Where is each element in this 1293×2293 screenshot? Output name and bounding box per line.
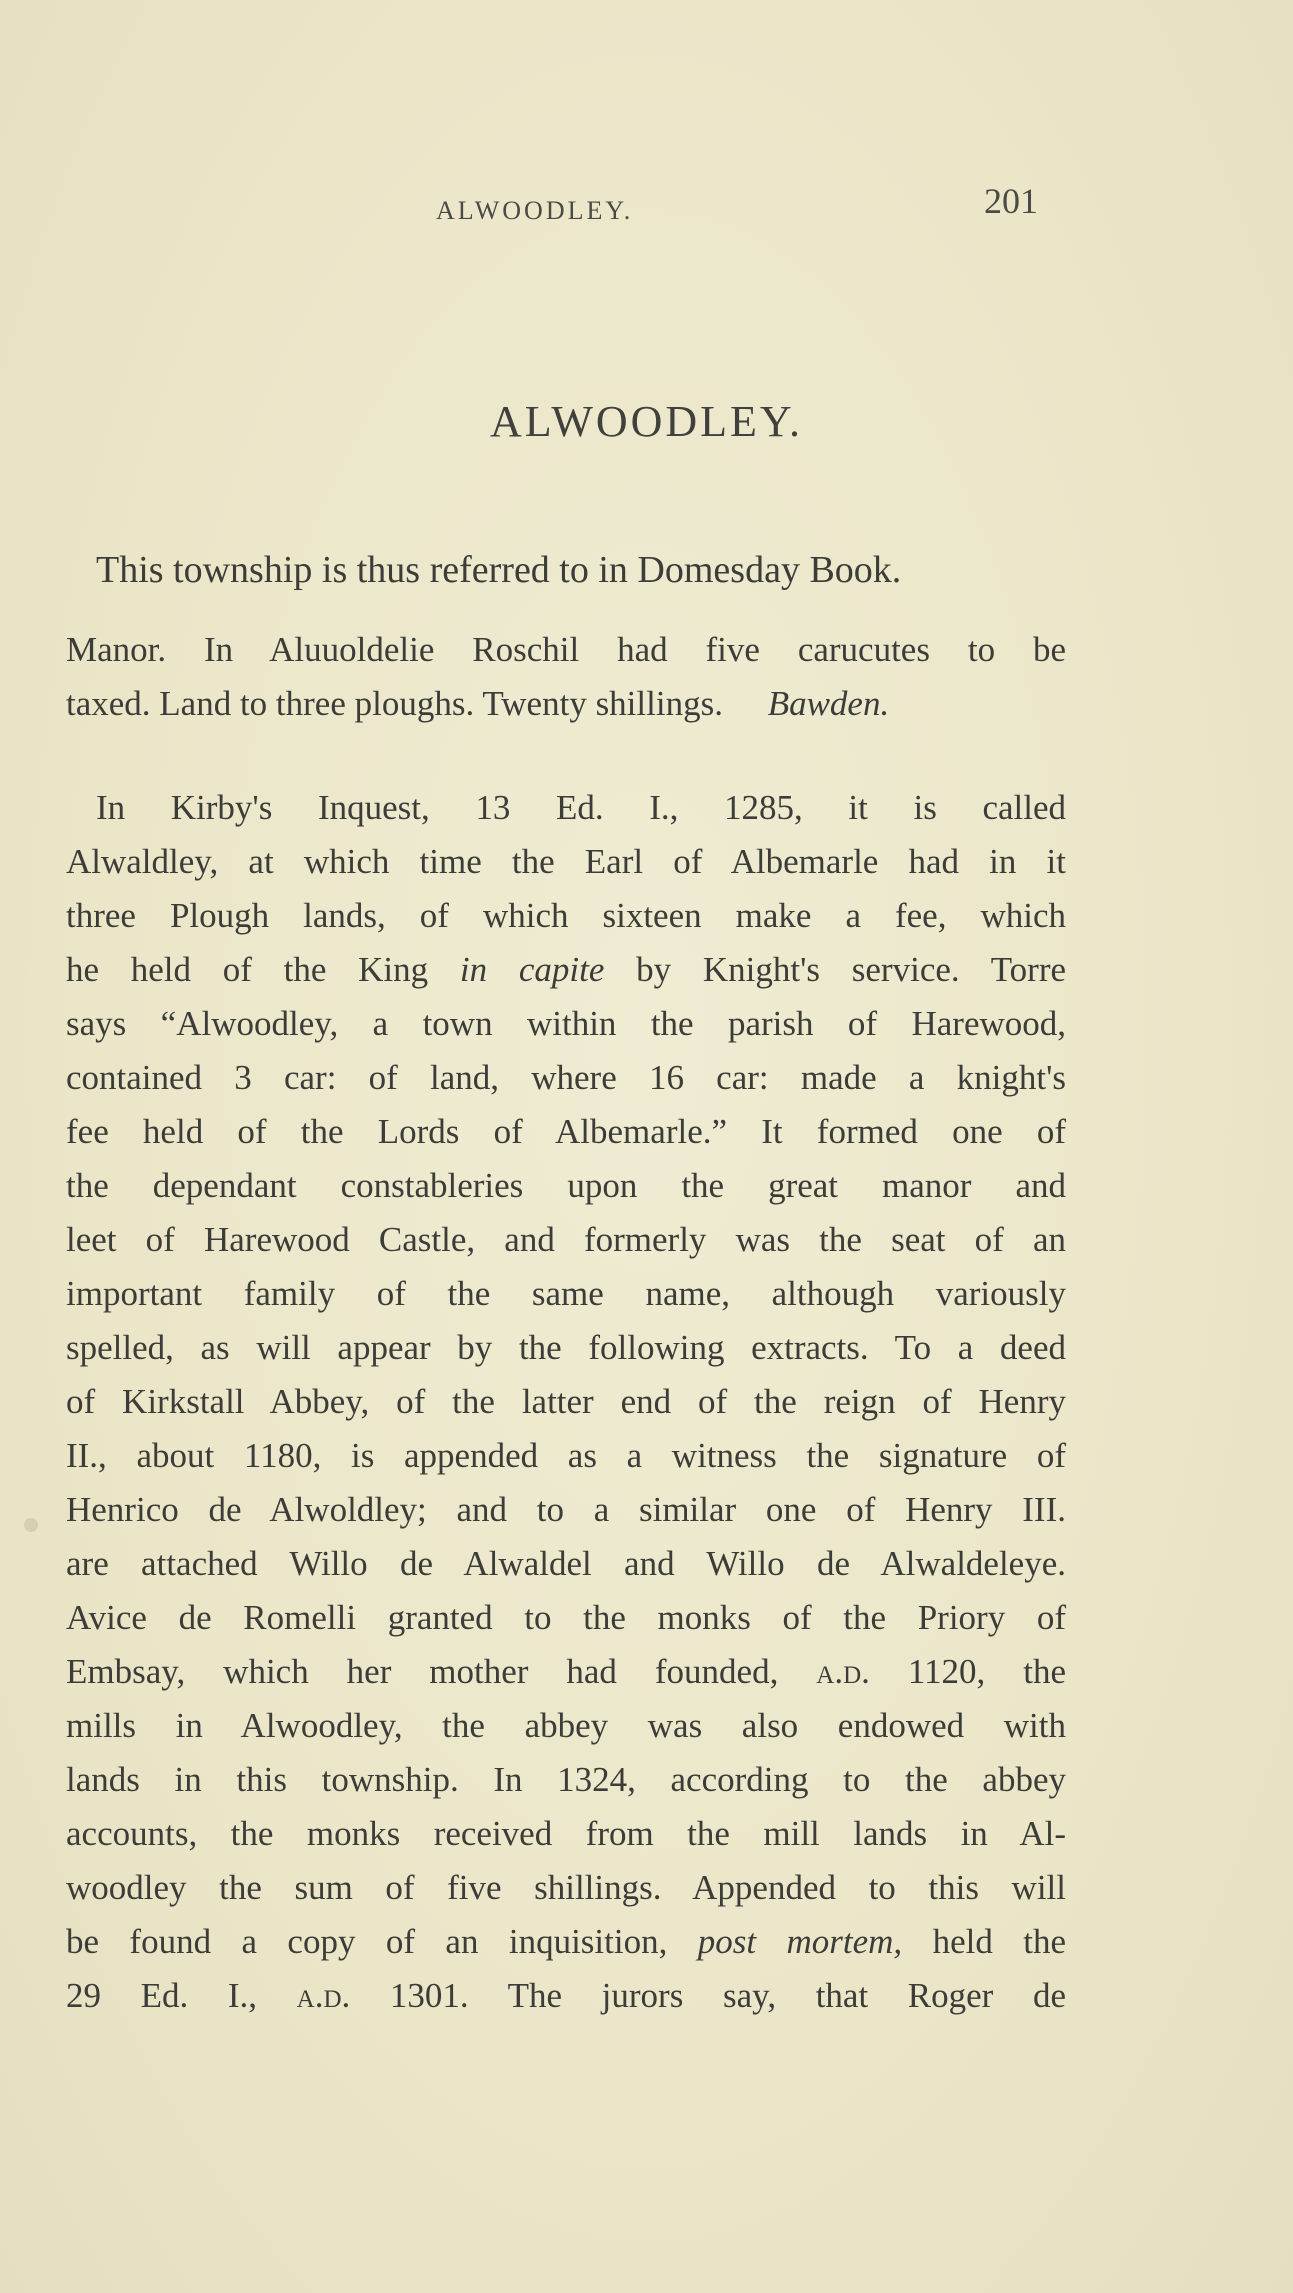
paragraph-line: woodley the sum of five shillings. Appended to this will (66, 1868, 1066, 1907)
text-run: be found a copy of an inquisition, (66, 1922, 668, 1961)
paragraph-line: are attached Willo de Alwaldel and Willo de Alwaldeleye. (66, 1544, 1066, 1583)
paragraph-line: contained 3 car: of land, where 16 car: made a knight's (66, 1058, 1066, 1097)
chapter-title: ALWOODLEY. (489, 397, 804, 446)
italic-phrase: in capite (459, 950, 605, 989)
text-run: he held of the King (66, 950, 429, 989)
text-run: 1120, the (907, 1652, 1067, 1691)
source-citation: Bawden. (767, 684, 890, 723)
paragraph-line: lands in this township. In 1324, according to the abbey (66, 1760, 1066, 1799)
paragraph-line (66, 1976, 1066, 2016)
domesday-line: Manor. In Aluuoldelie Roschil had five carucutes to be (66, 630, 1066, 669)
paragraph-line: accounts, the monks received from the mill lands in Al- (66, 1814, 1066, 1853)
text-run: 1301. The jurors say, that Roger de (389, 1976, 1066, 2015)
paragraph-line: says “Alwoodley, a town within the parish of Harewood, (66, 1004, 1066, 1043)
domesday-line (66, 684, 1066, 724)
paragraph-line: important family of the same name, although variously (66, 1274, 1066, 1313)
small-caps-era: a.d. (296, 1976, 351, 2015)
text-run: Embsay, which her mother had founded, (66, 1652, 779, 1691)
paragraph-line (66, 1922, 1066, 1962)
paragraph-line: of Kirkstall Abbey, of the latter end of the reign of Henry (66, 1382, 1066, 1421)
page-number: 201 (984, 181, 1038, 221)
paragraph-line: Avice de Romelli granted to the monks of the Priory of (66, 1598, 1066, 1637)
paragraph-line: Henrico de Alwoldley; and to a similar one of Henry III. (66, 1490, 1066, 1529)
intro-sentence: This township is thus referred to in Domesday Book. (96, 549, 902, 591)
domesday-text: taxed. Land to three ploughs. Twenty shillings. (66, 684, 723, 723)
small-caps-era: a.d. (816, 1652, 870, 1691)
paragraph-line (66, 950, 1066, 990)
paragraph-line: fee held of the Lords of Albemarle.” It formed one of (66, 1112, 1066, 1151)
paragraph-line: spelled, as will appear by the following extracts. To a deed (66, 1328, 1066, 1367)
italic-phrase: post mortem, (697, 1922, 903, 1961)
paragraph-line (66, 1652, 1066, 1692)
paragraph-line: In Kirby's Inquest, 13 Ed. I., 1285, it is called (96, 788, 1066, 827)
paragraph-line: Alwaldley, at which time the Earl of Albemarle had in it (66, 842, 1066, 881)
text-run: 29 Ed. I., (66, 1976, 258, 2015)
paper-blemish (24, 1518, 38, 1532)
text-run: held the (932, 1922, 1067, 1961)
paragraph-line: II., about 1180, is appended as a witness the signature of (66, 1436, 1066, 1475)
paragraph-line: three Plough lands, of which sixteen make a fee, which (66, 896, 1066, 935)
paragraph-line: the dependant constableries upon the great manor and (66, 1166, 1066, 1205)
paragraph-line: mills in Alwoodley, the abbey was also endowed with (66, 1706, 1066, 1745)
paragraph-line: leet of Harewood Castle, and formerly was the seat of an (66, 1220, 1066, 1259)
text-run: by Knight's service. Torre (636, 950, 1067, 989)
running-head: ALWOODLEY. (436, 196, 634, 225)
